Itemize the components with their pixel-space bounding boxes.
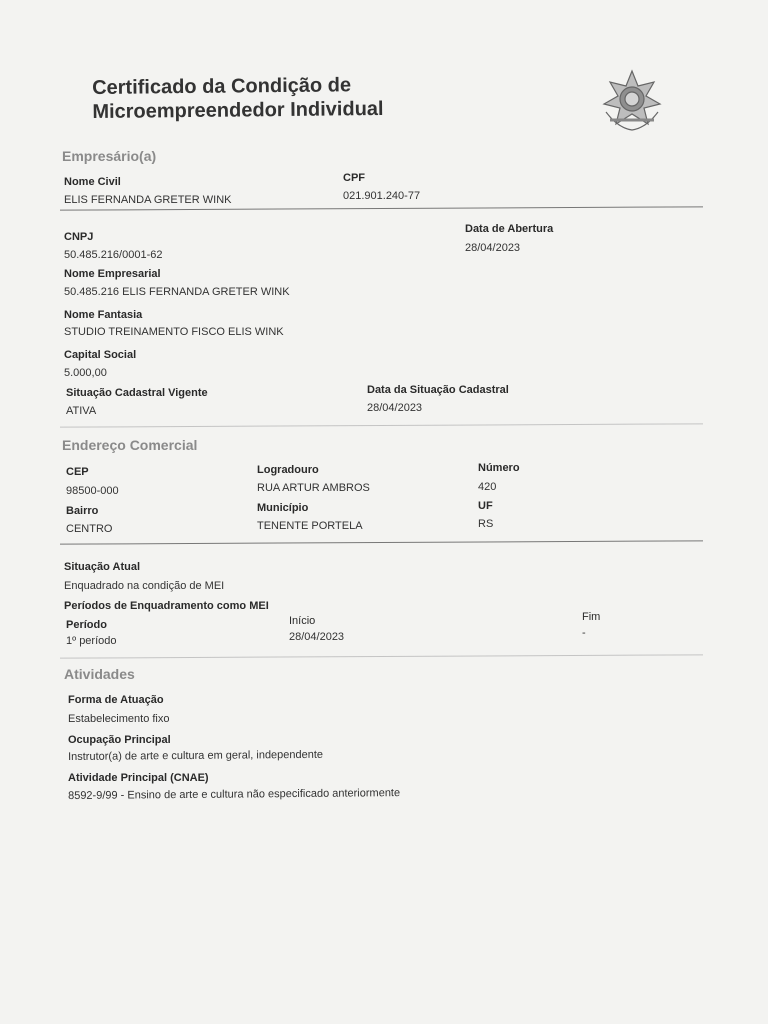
fim-label: Fim [582, 611, 601, 623]
situacao-atual-label: Situação Atual [64, 561, 140, 573]
data-situacao-value: 28/04/2023 [367, 402, 423, 414]
brazil-coat-of-arms-icon [598, 68, 666, 134]
capital-social-label: Capital Social [64, 349, 137, 361]
data-abertura-value: 28/04/2023 [465, 242, 521, 254]
section-heading-atividades: Atividades [64, 666, 135, 682]
municipio-value: TENENTE PORTELA [257, 520, 363, 532]
bairro-value: CENTRO [66, 523, 113, 535]
data-situacao-label: Data da Situação Cadastral [367, 384, 509, 396]
fim-value: - [582, 627, 586, 639]
nome-fantasia-label: Nome Fantasia [64, 309, 143, 321]
section-heading-empresario: Empresário(a) [62, 148, 157, 164]
cnpj-value: 50.485.216/0001-62 [64, 249, 163, 261]
divider [60, 654, 703, 658]
title-line-2: Microempreendedor Individual [92, 97, 384, 123]
divider [60, 206, 703, 210]
situacao-cadastral-label: Situação Cadastral Vigente [66, 387, 208, 399]
periodo-label: Período [66, 619, 107, 631]
inicio-value: 28/04/2023 [289, 631, 345, 643]
uf-label: UF [478, 500, 493, 512]
capital-social-value: 5.000,00 [64, 367, 107, 379]
logradouro-label: Logradouro [257, 464, 319, 476]
cpf-label: CPF [343, 172, 365, 184]
page-title [92, 73, 384, 124]
logradouro-value: RUA ARTUR AMBROS [257, 482, 370, 494]
numero-label: Número [478, 462, 520, 474]
divider [60, 540, 703, 544]
cnpj-label: CNPJ [64, 231, 94, 243]
ocupacao-principal-label: Ocupação Principal [68, 734, 171, 746]
title-line-1: Certificado da Condição de [92, 74, 352, 99]
nome-civil-value: ELIS FERNANDA GRETER WINK [64, 194, 232, 206]
nome-civil-label: Nome Civil [64, 176, 121, 188]
atividade-principal-value: 8592-9/99 - Ensino de arte e cultura não especificado anteriormente [68, 787, 401, 802]
data-abertura-label: Data de Abertura [465, 223, 554, 235]
municipio-label: Município [257, 502, 309, 514]
nome-fantasia-value: STUDIO TREINAMENTO FISCO ELIS WINK [64, 326, 284, 338]
uf-value: RS [478, 518, 494, 530]
forma-atuacao-label: Forma de Atuação [68, 694, 164, 706]
numero-value: 420 [478, 481, 497, 493]
periodo-value: 1º período [66, 635, 117, 647]
divider [60, 423, 703, 427]
ocupacao-principal-value: Instrutor(a) de arte e cultura em geral, independente [68, 748, 324, 763]
cpf-value: 021.901.240-77 [343, 190, 421, 202]
nome-empresarial-label: Nome Empresarial [64, 268, 161, 280]
section-heading-endereco: Endereço Comercial [62, 437, 198, 453]
inicio-label: Início [289, 615, 316, 627]
cep-value: 98500-000 [66, 485, 119, 497]
bairro-label: Bairro [66, 505, 99, 517]
situacao-cadastral-value: ATIVA [66, 405, 97, 417]
situacao-atual-value: Enquadrado na condição de MEI [64, 580, 225, 592]
atividade-principal-label: Atividade Principal (CNAE) [68, 772, 209, 784]
nome-empresarial-value: 50.485.216 ELIS FERNANDA GRETER WINK [64, 286, 290, 298]
periodos-enquadramento-label: Períodos de Enquadramento como MEI [64, 600, 269, 612]
forma-atuacao-value: Estabelecimento fixo [68, 713, 170, 725]
cep-label: CEP [66, 466, 89, 478]
